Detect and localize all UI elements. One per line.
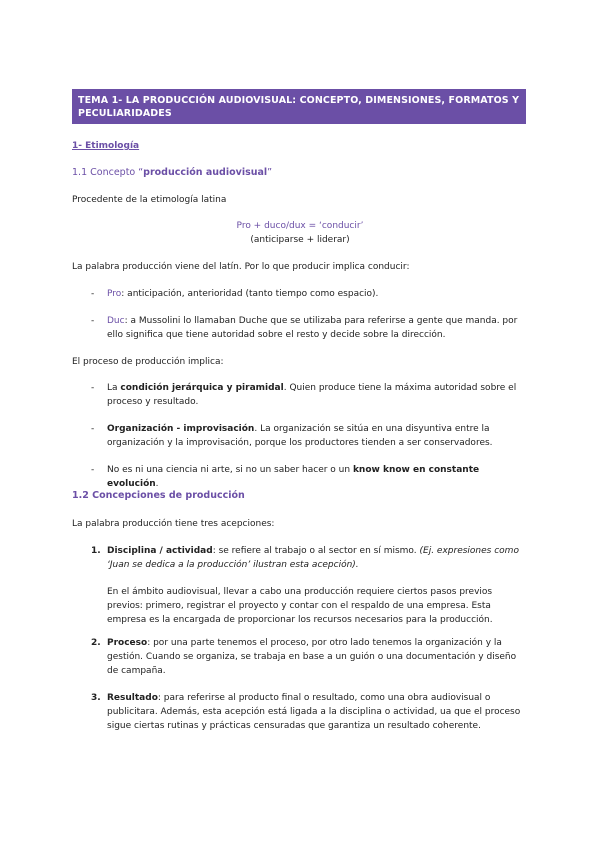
subsection-heading-concepto	[72, 166, 272, 180]
list-number: 2.	[91, 638, 101, 648]
list-item-saber-hacer	[107, 463, 529, 491]
list-dash: -	[91, 289, 95, 299]
subsection-suffix: ”	[267, 167, 273, 178]
numbered-item-extra: En el ámbito audiovisual, llevar a cabo una producción requiere ciertos pasos previos previos: primero, registrar el proyecto y contar con el respaldo de una empresa. Esta empresa es la encargada de proporcionar los recursos necesarios para la producción.	[107, 587, 493, 625]
list-dash: -	[91, 424, 95, 434]
list-item-pre: No es ni una ciencia ni arte, si no un saber hacer o un	[107, 465, 353, 475]
subsection-bold: producción audiovisual	[143, 167, 268, 178]
list-item-duc	[107, 314, 529, 342]
list-item-label: Pro	[107, 289, 122, 299]
numbered-item-proceso	[107, 636, 529, 678]
list-item-jerarquica	[107, 381, 529, 409]
section-heading-etimologia: 1- Etimología	[72, 141, 140, 151]
list-dash: -	[91, 465, 95, 475]
section12-intro: La palabra producción tiene tres acepciones:	[72, 519, 275, 529]
list-dash: -	[91, 316, 95, 326]
subsection-heading-concepciones: 1.2 Concepciones de producción	[72, 490, 245, 501]
numbered-item-disciplina	[107, 544, 529, 572]
etymology-formula: Pro + duco/dux = ‘conducir’	[236, 221, 364, 231]
list-item-pro	[107, 287, 529, 301]
numbered-item-bold: Resultado	[107, 693, 158, 703]
process-intro: El proceso de producción implica:	[72, 357, 224, 367]
etymology-note: (anticiparse + liderar)	[250, 235, 350, 245]
list-item-text: . La organización se sitúa en una disyuntiva entre la organización y la improvisación, porque los productores tienden a ser conservadores.	[107, 424, 493, 448]
numbered-item-text: : se refiere al trabajo o al sector en sí mismo.	[212, 546, 420, 556]
numbered-item-text: : para referirse al producto final o resultado, como una obra audiovisual o publicitara. Además, esta acepción está ligada a la disciplina o actividad, ua que el proceso sigue ciertas rutinas y prácticas censuradas que garantiza un resultado coherente.	[107, 693, 521, 731]
list-item-text: . Quien produce tiene la máxima autoridad sobre el proceso y resultado.	[107, 383, 517, 407]
numbered-item-italic: (Ej. expresiones como ‘Juan se dedica a la producción’ ilustran esta acepción).	[107, 546, 519, 570]
list-item-text: : a Mussolini lo llamaban Duche que se utilizaba para referirse a gente que manda. por ello significa que tiene autoridad sobre el resto y decide sobre la dirección.	[107, 316, 518, 340]
list-item-text: : anticipación, anterioridad (tanto tiempo como espacio).	[121, 289, 379, 299]
numbered-item-bold: Proceso	[107, 638, 148, 648]
list-dash: -	[91, 383, 95, 393]
subsection-prefix: 1.1 Concepto “	[72, 167, 144, 178]
list-item-pre: La	[107, 383, 121, 393]
list-number: 1.	[91, 546, 101, 556]
list-item-label: Duc	[107, 316, 125, 326]
numbered-item-bold: Disciplina / actividad	[107, 546, 213, 556]
list-number: 3.	[91, 693, 101, 703]
page-title: TEMA 1- LA PRODUCCIÓN AUDIOVISUAL: CONCEPTO, DIMENSIONES, FORMATOS Y PECULIARIDADES	[72, 89, 526, 124]
list-item-bold: know know en constante evolución	[107, 465, 480, 489]
numbered-item-text: : por una parte tenemos el proceso, por otro lado tenemos la organización y la gestión. Cuando se organiza, se trabaja en base a un guión o una documentación y diseño de campaña.	[107, 638, 517, 676]
list-item-bold: condición jerárquica y piramidal	[120, 383, 284, 393]
intro-text: La palabra producción viene del latín. Por lo que producir implica conducir:	[72, 262, 410, 272]
list-item-text: .	[155, 479, 159, 489]
list-item-organizacion	[107, 422, 529, 450]
list-item-bold: Organización - improvisación	[107, 424, 255, 434]
numbered-item-resultado	[107, 691, 529, 733]
origin-text: Procedente de la etimología latina	[72, 195, 227, 205]
